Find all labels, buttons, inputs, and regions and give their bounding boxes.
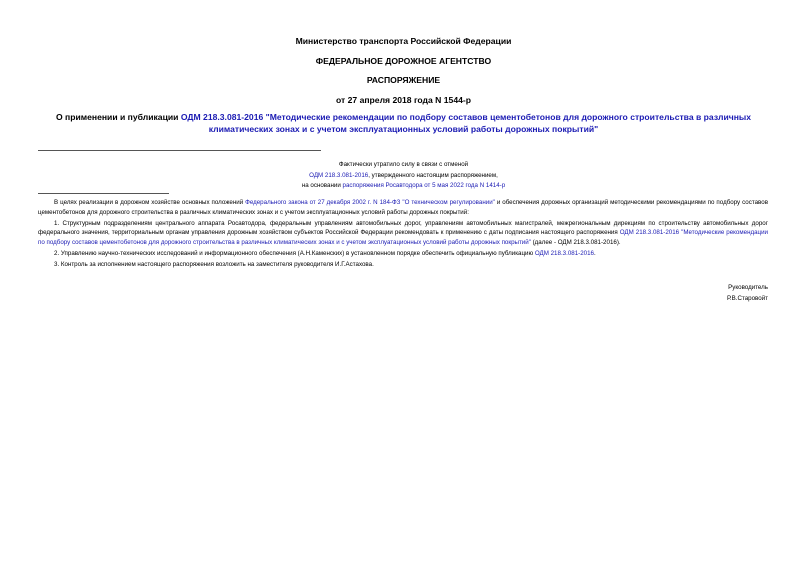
signature-role: Руководитель (728, 284, 768, 291)
preamble-text-b: и обеспечения дорожных организаций методическими рекомендациями по подбору составов цементобетонов для дорожного строительства в различных климатических зонах и с учетом эксплуатационных условий работы дорожных покрытий: (38, 199, 768, 216)
document-body (38, 198, 768, 271)
status-note-order-link[interactable]: распоряжения Росавтодора от 5 мая 2022 года N 1414-р (342, 182, 506, 189)
document-date-number: от 27 апреля 2018 года N 1544-р (336, 95, 471, 105)
signature-block (727, 283, 768, 304)
federal-law-link[interactable]: Федерального закона от 27 декабря 2002 г. N 184-ФЗ "О техническом регулировании" (245, 199, 495, 206)
item2-odm-link[interactable]: ОДМ 218.3.081-2016 (534, 249, 594, 257)
item1-odm-link[interactable]: ОДМ 218.3.081-2016 "Методические рекомендации по подбору составов цементобетонов для дорожного строительства в различных климатических зонах и с учетом эксплуатационных условий работы дорожных покрытий" (38, 229, 768, 246)
paragraph-item-3: 3. Контроль за исполнением настоящего распоряжения возложить на заместителя руководителя И.Г.Астахова. (54, 261, 374, 269)
item2-text-b: . (593, 249, 596, 257)
document-title (34, 112, 773, 135)
status-note (200, 160, 607, 192)
signature-name: Р.В.Старовойт (726, 294, 768, 302)
item1-text-a: 1. Структурным подразделениям центрального аппарата Росавтодора, федеральным управлениям автомобильных дорог, управлениям автомобильных магистралей, межрегиональным дирекциям по строительству автомобильных дорог федерального значения, территориальным органам управления дорожным хозяйством субъектов Российской Федерации рекомендовать к применению с даты подписания настоящего распоряжения (38, 219, 768, 237)
divider-top (38, 150, 321, 151)
status-note-line3-text: на основании (301, 182, 343, 189)
paragraph-preamble (38, 198, 768, 217)
status-note-line3 (200, 181, 607, 192)
paragraph-item-1 (38, 219, 768, 248)
paragraph-item-2 (38, 249, 768, 259)
agency-name: ФЕДЕРАЛЬНОЕ ДОРОЖНОЕ АГЕНТСТВО (315, 56, 492, 66)
item2-text-a: 2. Управлению научно-технических исследований и информационного обеспечения (А.Н.Каменских) в установленном порядке обеспечить официальную публикацию (54, 249, 535, 257)
preamble-text-a: В целях реализации в дорожном хозяйстве основных положений (54, 199, 246, 206)
document-type: РАСПОРЯЖЕНИЕ (366, 75, 441, 85)
item1-text-b: (далее - ОДМ 218.3.081-2016). (530, 238, 621, 246)
ministry-name: Министерство транспорта Российской Федерации (295, 36, 512, 46)
title-prefix: О применении и публикации (55, 112, 181, 122)
status-note-odm-link[interactable]: ОДМ 218.3.081-2016 (309, 171, 369, 179)
status-note-line1: Фактически утратило силу в связи с отменой (338, 161, 469, 168)
title-odm-link[interactable]: ОДМ 218.3.081-2016 "Методические рекомендации по подбору составов цементобетонов для дорожного строительства в различных климатических зонах и с учетом эксплуатационных условий работы дорожных покрытий" (180, 112, 752, 134)
status-note-line2-text: , утвержденного настоящим распоряжением, (368, 171, 498, 179)
divider-bottom (38, 193, 169, 194)
status-note-line2 (200, 171, 607, 182)
